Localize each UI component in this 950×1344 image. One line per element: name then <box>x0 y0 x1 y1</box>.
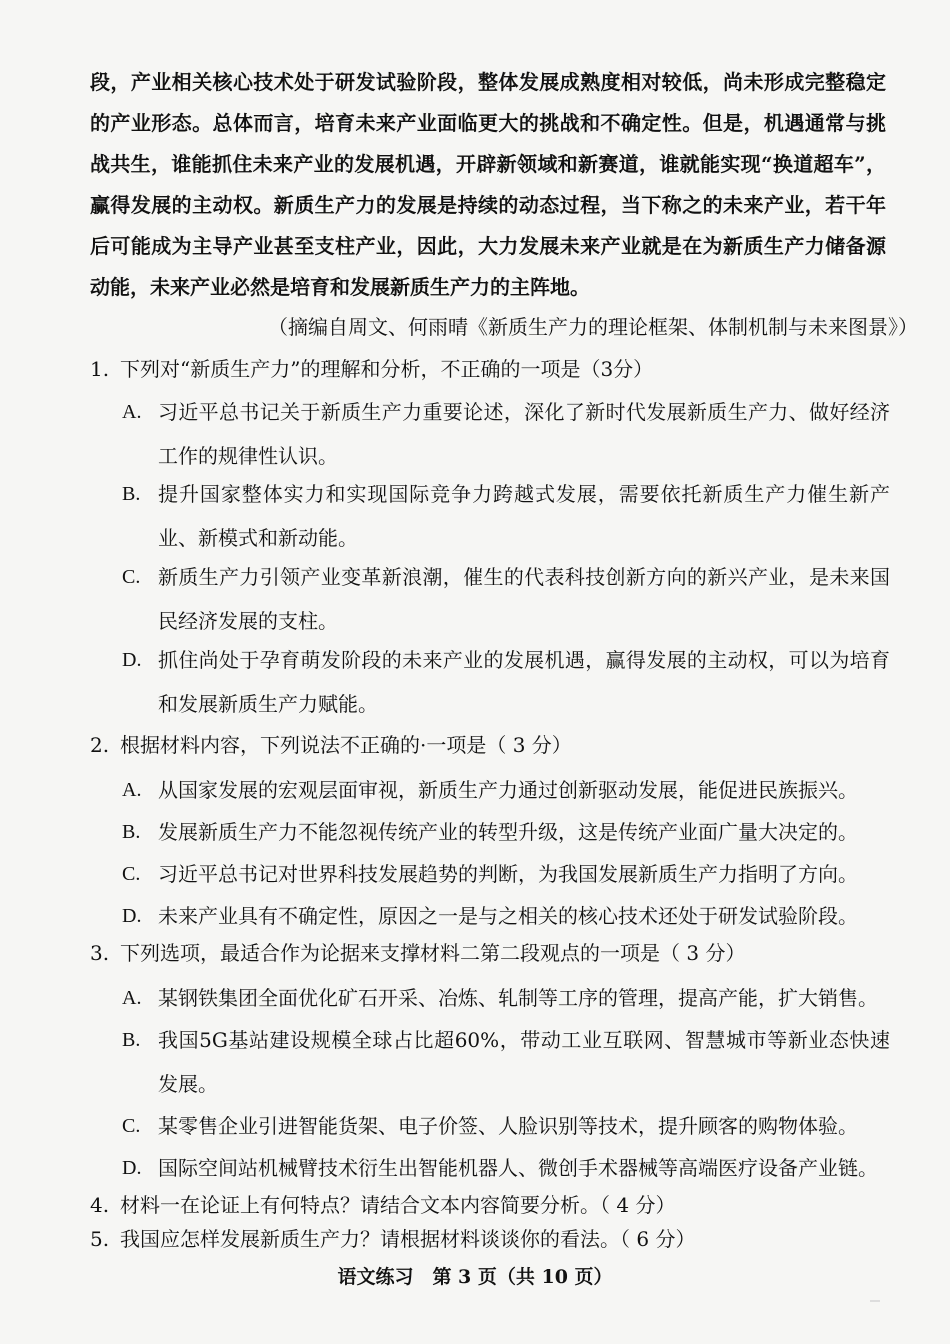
option-text: 抓住尚处于孕育萌发阶段的未来产业的发展机遇，赢得发展的主动权，可以为培育和发展新质生产力赋能。 <box>158 648 890 716</box>
option-text: 习近平总书记对世界科技发展趋势的判断，为我国发展新质生产力指明了方向。 <box>158 862 858 886</box>
passage-source: （摘编自周文、何雨晴《新质生产力的理论框架、体制机制与未来图景》） <box>268 315 918 339</box>
option-letter: A. <box>122 987 142 1009</box>
question-2-option-c <box>122 852 890 896</box>
passage-paragraph: 段，产业相关核心技术处于研发试验阶段，整体发展成熟度相对较低，尚未形成完整稳定的产业形态。总体而言，培育未来产业面临更大的挑战和不确定性。但是，机遇通常与挑战共生，谁能抓住未来产业的发展机遇，开辟新领域和新赛道，谁就能实现“换道超车”，赢得发展的主动权。新质生产力的发展是持续的动态过程，当下称之的未来产业，若干年后可能成为主导产业甚至支柱产业，因此，大力发展未来产业就是在为新质生产力储备源动能，未来产业必然是培育和发展新质生产力的主阵地。 <box>90 70 886 299</box>
question-4-stem <box>90 1188 675 1222</box>
question-number: 5. <box>90 1227 110 1251</box>
option-letter: A. <box>122 779 142 801</box>
option-letter: B. <box>122 1029 141 1051</box>
question-1-option-c <box>122 555 890 643</box>
question-5-stem <box>90 1222 695 1256</box>
scan-mark <box>870 1300 880 1302</box>
question-number: 3. <box>90 941 110 965</box>
option-text: 习近平总书记关于新质生产力重要论述，深化了新时代发展新质生产力、做好经济工作的规律性认识。 <box>158 400 890 468</box>
option-text: 未来产业具有不确定性，原因之一是与之相关的核心技术还处于研发试验阶段。 <box>158 904 858 928</box>
question-number: 2. <box>90 733 110 757</box>
question-number: 4. <box>90 1193 110 1217</box>
option-text: 我国5G基站建设规模全球占比超60%，带动工业互联网、智慧城市等新业态快速发展。 <box>158 1028 890 1096</box>
reading-passage <box>90 62 886 308</box>
option-text: 某钢铁集团全面优化矿石开采、冶炼、轧制等工序的管理，提高产能，扩大销售。 <box>158 986 878 1010</box>
question-text: 材料一在论证上有何特点？请结合文本内容简要分析。（ 4 分） <box>120 1193 676 1217</box>
question-number: 1. <box>90 357 110 381</box>
question-text: 根据材料内容，下列说法不正确的·一项是（ 3 分） <box>120 733 572 757</box>
question-3-option-b <box>122 1018 890 1106</box>
question-2-stem <box>90 728 572 762</box>
option-text: 提升国家整体实力和实现国际竞争力跨越式发展，需要依托新质生产力催生新产业、新模式和新动能。 <box>158 482 890 550</box>
question-2-option-d <box>122 894 890 938</box>
option-text: 从国家发展的宏观层面审视，新质生产力通过创新驱动发展，能促进民族振兴。 <box>158 778 858 802</box>
option-letter: D. <box>122 649 142 671</box>
question-text: 我国应怎样发展新质生产力？请根据材料谈谈你的看法。（ 6 分） <box>120 1227 696 1251</box>
option-text: 新质生产力引领产业变革新浪潮，催生的代表科技创新方向的新兴产业，是未来国民经济发展的支柱。 <box>158 565 890 633</box>
page-footer: 语文练习 第 3 页（共 10 页） <box>337 1266 613 1288</box>
option-letter: B. <box>122 821 141 843</box>
option-letter: D. <box>122 905 142 927</box>
question-1-option-d <box>122 638 890 726</box>
option-text: 发展新质生产力不能忽视传统产业的转型升级，这是传统产业面广量大决定的。 <box>158 820 858 844</box>
option-letter: C. <box>122 1115 141 1137</box>
question-3-option-c <box>122 1104 890 1148</box>
question-text: 下列选项，最适合作为论据来支撑材料二第二段观点的一项是（ 3 分） <box>120 941 746 965</box>
option-letter: D. <box>122 1157 142 1179</box>
question-3-option-a <box>122 976 890 1020</box>
question-1-stem <box>90 352 653 386</box>
question-2-option-b <box>122 810 890 854</box>
option-text: 某零售企业引进智能货架、电子价签、人脸识别等技术，提升顾客的购物体验。 <box>158 1114 858 1138</box>
question-text: 下列对“新质生产力”的理解和分析，不正确的一项是（3分） <box>120 357 654 381</box>
option-letter: C. <box>122 863 141 885</box>
question-3-option-d <box>122 1146 890 1190</box>
question-3-stem <box>90 936 745 970</box>
option-letter: B. <box>122 483 141 505</box>
question-1-option-a <box>122 390 890 478</box>
option-text: 国际空间站机械臂技术衍生出智能机器人、微创手术器械等高端医疗设备产业链。 <box>158 1156 878 1180</box>
question-1-option-b <box>122 472 890 560</box>
question-2-option-a <box>122 768 890 812</box>
option-letter: A. <box>122 401 142 423</box>
option-letter: C. <box>122 566 141 588</box>
